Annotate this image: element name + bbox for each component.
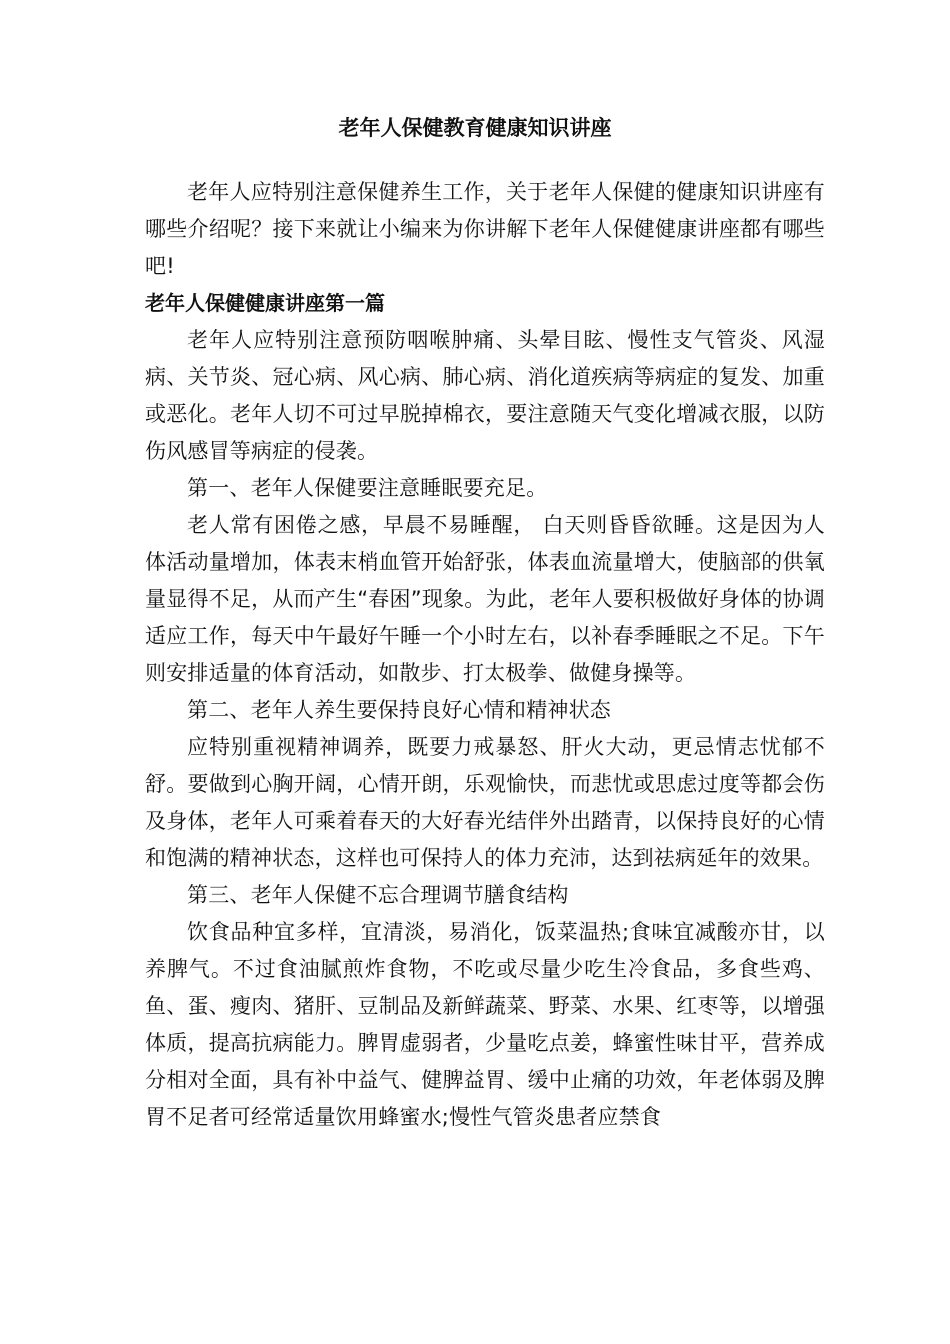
- body-paragraph-sleep: 老人常有困倦之感，早晨不易睡醒， 白天则昏昏欲睡。这是因为人体活动量增加，体表末梢血管开始舒张，体表血流量增大，使脑部的供氧量显得不足，从而产生“春困”现象。为此，老年人要积极做好身体的协调适应工作，每天中午最好午睡一个小时左右，以补春季睡眠之不足。下午则安排适量的体育活动，如散步、打太极拳、做健身操等。: [145, 513, 825, 685]
- body-paragraph-diseases: 老年人应特别注意预防咽喉肿痛、头晕目眩、慢性支气管炎、风湿病、关节炎、冠心病、风心病、肺心病、消化道疾病等病症的复发、加重或恶化。老年人切不可过早脱掉棉衣，要注意随天气变化增减衣服，以防伤风感冒等病症的侵袭。: [145, 328, 825, 463]
- subheading-mood: 第二、老年人养生要保持良好心情和精神状态: [187, 698, 611, 722]
- subheading-diet: 第三、老年人保健不忘合理调节膳食结构: [187, 883, 569, 907]
- document-body: [145, 174, 825, 1136]
- body-paragraph-diet: 饮食品种宜多样，宜清淡，易消化，饭菜温热;食味宜减酸亦甘，以养脾气。不过食油腻煎炸食物，不吃或尽量少吃生冷食品，多食些鸡、鱼、蛋、瘦肉、猪肝、豆制品及新鲜蔬菜、野菜、水果、红枣等，以增强体质，提高抗病能力。脾胃虚弱者，少量吃点姜，蜂蜜性味甘平，营养成分相对全面，具有补中益气、健脾益胃、缓中止痛的功效，年老体弱及脾胃不足者可经常适量饮用蜂蜜水;慢性气管炎患者应禁食: [145, 920, 825, 1129]
- subheading-sleep: 第一、老年人保健要注意睡眠要充足。: [187, 476, 548, 500]
- section-heading: 老年人保健健康讲座第一篇: [145, 291, 385, 315]
- document-title: 老年人保健教育健康知识讲座: [338, 116, 612, 140]
- intro-paragraph: 老年人应特别注意保健养生工作，关于老年人保健的健康知识讲座有哪些介绍呢？接下来就让小编来为你讲解下老年人保健健康讲座都有哪些吧!: [145, 180, 825, 278]
- body-paragraph-mood: 应特别重视精神调养，既要力戒暴怒、肝火大动，更忌情志忧郁不舒。要做到心胸开阔，心情开朗，乐观愉快，而悲忧或思虑过度等都会伤及身体，老年人可乘着春天的大好春光结伴外出踏青，以保持良好的心情和饱满的精神状态，这样也可保持人的体力充沛，达到祛病延年的效果。: [145, 735, 825, 870]
